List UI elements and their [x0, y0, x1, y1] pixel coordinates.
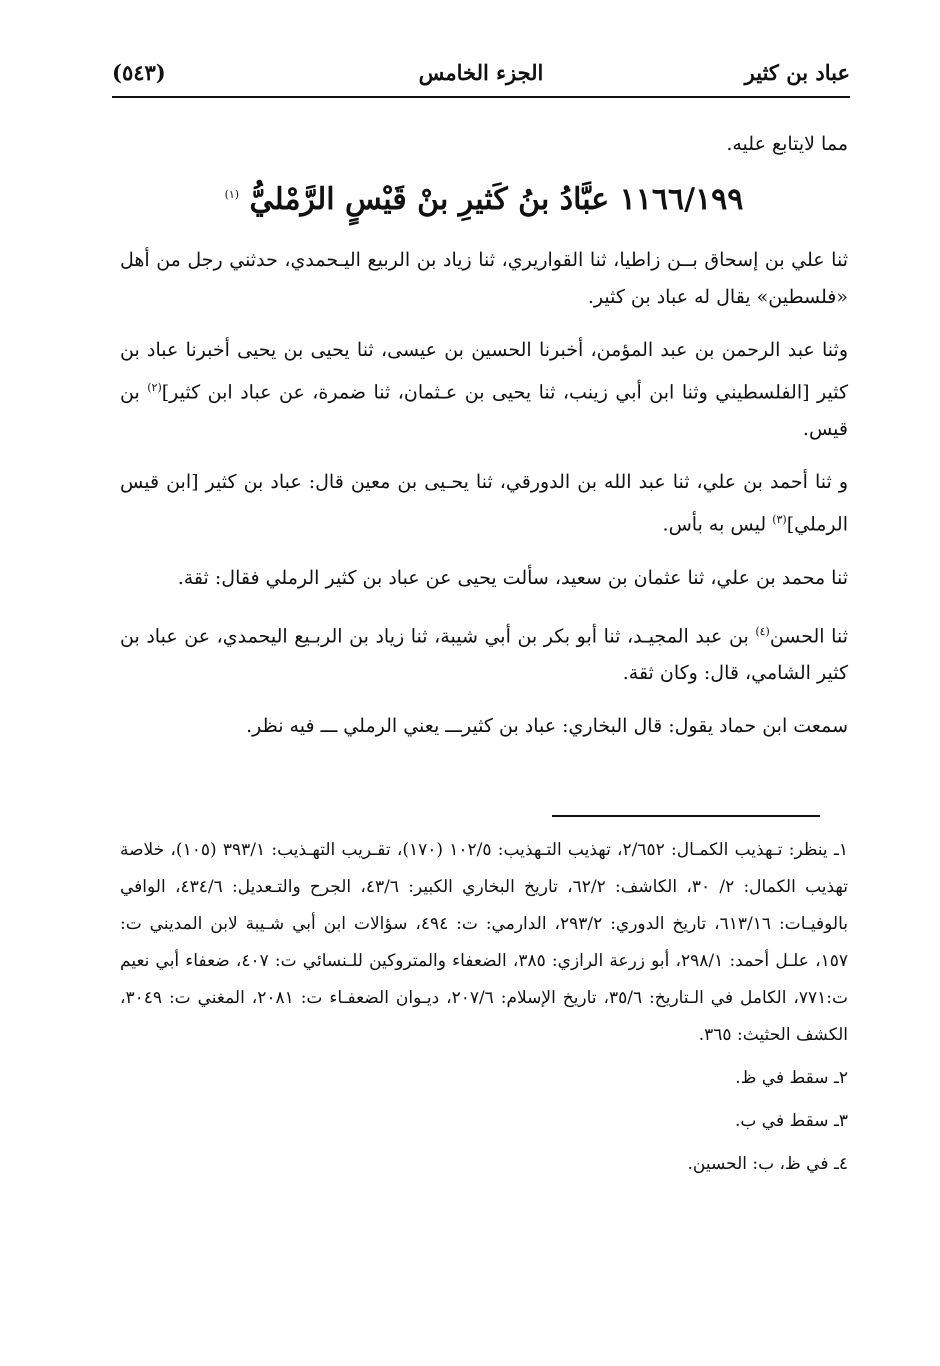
running-header	[112, 56, 850, 98]
paragraph-2-text-b: بن قيس.	[120, 381, 848, 441]
footnotes	[120, 832, 848, 1189]
paragraph-4: ثنا محمد بن علي، ثنا عثمان بن سعيد، سألت يحيى عن عباد بن كثير الرملي فقال: ثقة.	[177, 566, 848, 589]
paragraph-2-text-a: وثنا عبد الرحمن بن عبد المؤمن، أخبرنا الحسين بن عيسى، ثنا يحيى بن يحيى أخبرنا عباد بن كثير [الفلسطيني وثنا ابن أبي زينب، ثنا يحيى بن عـثمان، ثنا ضمرة، عن عباد ابن كثير]	[120, 339, 849, 404]
entry-title	[120, 171, 848, 224]
footnote-ref-1: (١)	[224, 188, 240, 201]
paragraph-5-text-b: بن عبد المجيـد، ثنا أبو بكر بن أبي شيبة، ثنا زياد بن الربـيع اليحمدي، عن عباد بن كثير الشامي، قال: وكان ثقة.	[120, 624, 848, 684]
main-text	[120, 126, 848, 761]
paragraph-3-text-a: و ثنا أحمد بن علي، ثنا عبد الله بن الدورقي، ثنا يحـيى بن معين قال: عباد بن كثير [ابن قيس الرملي]	[120, 471, 848, 536]
paragraph-5-text-a: ثنا الحسن	[769, 624, 848, 647]
footnote-ref-4: (٤)	[755, 624, 770, 638]
header-volume: الجزء الخامس	[418, 60, 544, 85]
paragraph-1: ثنا علي بن إسحاق بــن زاطيا، ثنا القواريري، ثنا زياد بن الربيع اليـحمدي، حدثني رجل من أهل «فلسطين» يقال له عباد بن كثير.	[120, 249, 848, 308]
footnote-1: ١ـ ينظر: تـهذيب الكمـال: ٢/٦٥٢، تهذيب التـهذيب: ١٠٢/٥ (١٧٠)، تقـريب التهـذيب: ٣٩٣/١ (١٠٥)، خلاصة تهذيب الكمال: ٢/ ٣٠، الكاشف: ٦٢/٢، تاريخ البخاري الكبير: ٤٣/٦، الجرح والتـعديل: ٤٣٤/٦، الوافي بالوفيـات: ٦١٣/١٦، تاريخ الدوري: ٢٩٣/٢، الدارمي: ت: ٤٩٤، سؤالات ابن أبي شـيبة لابن المديني ت: ١٥٧، علـل أحمد: ٢٩٨/١، أبو زرعة الرازي: ٣٨٥، الضعفاء والمتروكين للـنسائي ت: ٤٠٧، ضعفاء أبي نعيم ت:٧٧١، الكامل في الـتاريخ: ٣٥/٦، تاريخ الإسلام: ٢٠٧/٦، ديـوان الضعفـاء ت: ٢٠٨١، المغني ت: ٣٠٤٩، الكشف الحثيث: ٣٦٥.	[120, 840, 849, 1045]
paragraph-6: سمعت ابن حماد يقول: قال البخاري: عباد بن كثيرـــ يعني الرملي ـــ فيه نظر.	[246, 714, 848, 737]
footnote-3: ٣ـ سقط في ب.	[734, 1111, 848, 1131]
page-number: (٥٤٣)	[112, 60, 166, 85]
footnote-ref-2: (٢)	[147, 381, 162, 394]
paragraph-2	[120, 332, 848, 448]
paragraph-3-text-b: ليس به بأس.	[662, 513, 773, 536]
header-entry-name: عباد بن كثير	[744, 60, 850, 85]
paragraph-5	[120, 613, 848, 692]
footnote-separator	[552, 815, 820, 817]
paragraph-3	[120, 464, 848, 543]
footnote-4: ٤ـ في ظ، ب: الحسين.	[687, 1154, 848, 1174]
intro-line: مما لايتابع عليه.	[726, 133, 848, 155]
entry-title-text: ١١٦٦/١٩٩ عبَّادُ بنُ كَثيرِ بنْ قَيْسٍ الرَّمْليُّ	[249, 182, 744, 217]
footnote-2: ٢ـ سقط في ظ.	[735, 1068, 848, 1088]
footnote-ref-3: (٣)	[772, 513, 787, 527]
